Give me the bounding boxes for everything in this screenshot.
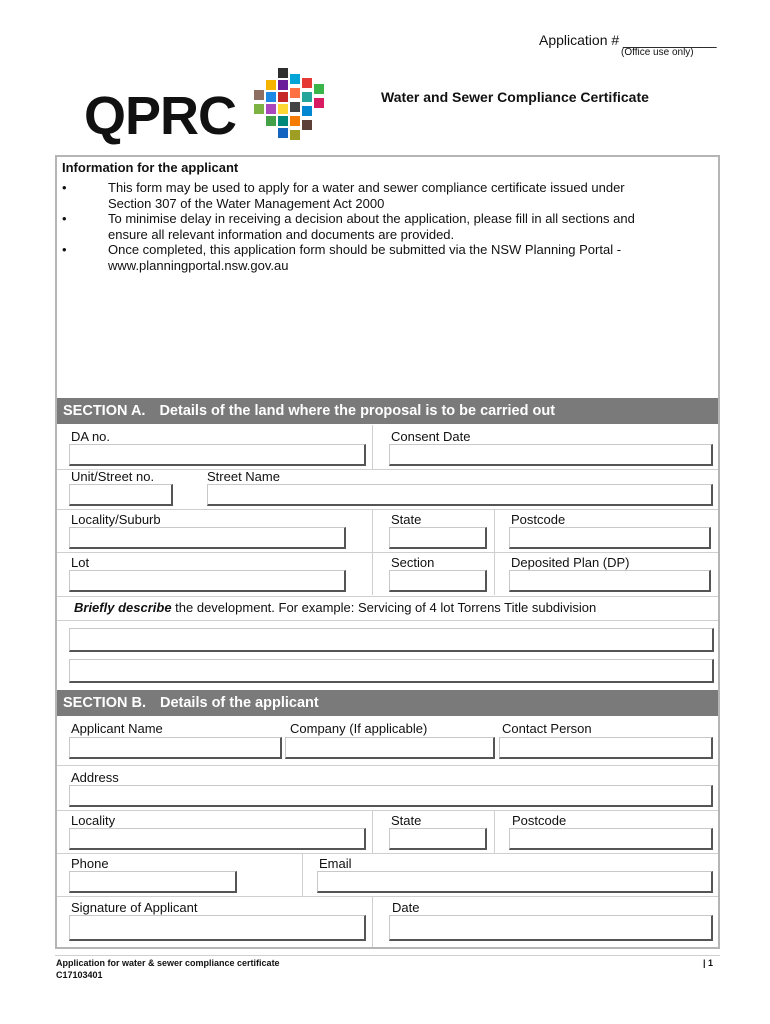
divider (372, 510, 373, 552)
page-number: | 1 (703, 958, 714, 968)
applicant-postcode-label: Postcode (512, 813, 567, 828)
divider (372, 425, 373, 469)
company-label: Company (If applicable) (290, 721, 428, 736)
email-label: Email (319, 856, 352, 871)
section-b-title: Details of the applicant (159, 695, 319, 711)
divider (494, 510, 495, 552)
da-no-input[interactable] (69, 444, 366, 466)
street-name-label: Street Name (207, 469, 280, 484)
section-a-title: Details of the land where the proposal is to be carried out (159, 403, 556, 419)
info-bullet-1-line-1: This form may be used to apply for a water and sewer compliance certificate issued under (108, 180, 625, 195)
divider (57, 853, 718, 854)
footer-form-title: Application for water & sewer compliance certificate (56, 958, 280, 968)
section-b-header (57, 690, 718, 716)
footer-form-code: C17103401 (56, 970, 103, 980)
section-b-label: SECTION B. (63, 695, 146, 711)
section-label: Section (391, 555, 435, 570)
deposited-plan-label: Deposited Plan (DP) (511, 555, 630, 570)
footer-divider (55, 955, 720, 956)
divider (372, 553, 373, 595)
development-description-line-1[interactable] (69, 628, 714, 652)
divider (494, 811, 495, 853)
section-a-label: SECTION A. (63, 403, 146, 419)
qprc-logo-text: QPRC (84, 86, 237, 146)
divider (494, 553, 495, 595)
info-bullet-1-line-2: Section 307 of the Water Management Act 2000 (108, 195, 385, 211)
office-use-note: (Office use only) (621, 47, 694, 58)
applicant-postcode-input[interactable] (509, 828, 713, 850)
unit-street-no-label: Unit/Street no. (71, 469, 155, 484)
describe-rest: the development. For example: Servicing of 4 lot Torrens Title subdivision (171, 600, 597, 615)
locality-input[interactable] (69, 828, 366, 850)
bullet-marker: • (62, 211, 67, 226)
contact-person-input[interactable] (499, 737, 713, 759)
lot-label: Lot (71, 555, 90, 570)
da-no-label: DA no. (71, 429, 111, 444)
locality-suburb-input[interactable] (69, 527, 346, 549)
divider (57, 810, 718, 811)
bullet-marker: • (62, 242, 67, 257)
street-name-input[interactable] (207, 484, 713, 506)
address-input[interactable] (69, 785, 713, 807)
unit-street-no-input[interactable] (69, 484, 173, 506)
info-bullet-3 (108, 242, 708, 273)
lot-input[interactable] (69, 570, 346, 592)
date-label: Date (392, 900, 420, 915)
state-label: State (391, 512, 422, 527)
divider (57, 765, 718, 766)
info-bullet-3-line-2: www.planningportal.nsw.gov.au (108, 257, 289, 273)
section-a-header (57, 398, 718, 424)
postcode-input[interactable] (509, 527, 711, 549)
info-heading: Information for the applicant (62, 160, 239, 175)
locality-label: Locality (71, 813, 116, 828)
date-input[interactable] (389, 915, 713, 941)
consent-date-input[interactable] (389, 444, 713, 466)
consent-date-label: Consent Date (391, 429, 471, 444)
document-title: Water and Sewer Compliance Certificate (381, 89, 649, 105)
bullet-marker: • (62, 180, 67, 195)
address-label: Address (71, 770, 119, 785)
phone-label: Phone (71, 856, 109, 871)
info-bullet-1 (108, 180, 708, 211)
describe-bold: Briefly describe (74, 600, 172, 615)
info-bullet-2 (108, 211, 708, 242)
divider (57, 896, 718, 897)
divider (57, 469, 718, 470)
contact-person-label: Contact Person (502, 721, 592, 736)
signature-input[interactable] (69, 915, 366, 941)
company-input[interactable] (285, 737, 495, 759)
locality-suburb-label: Locality/Suburb (71, 512, 161, 527)
deposited-plan-input[interactable] (509, 570, 711, 592)
divider (57, 509, 718, 510)
applicant-name-label: Applicant Name (71, 721, 163, 736)
development-description-line-2[interactable] (69, 659, 714, 683)
divider (372, 897, 373, 947)
info-bullet-2-line-2: ensure all relevant information and documents are provided. (108, 226, 455, 242)
divider (57, 596, 718, 597)
info-bullet-3-line-1: Once completed, this application form should be submitted via the NSW Planning Portal - (108, 242, 622, 257)
applicant-state-input[interactable] (389, 828, 487, 850)
applicant-name-input[interactable] (69, 737, 282, 759)
postcode-label: Postcode (511, 512, 566, 527)
divider (372, 811, 373, 853)
info-bullet-2-line-1: To minimise delay in receiving a decision about the application, please fill in all sections and (108, 211, 635, 226)
divider (57, 620, 718, 621)
state-input[interactable] (389, 527, 487, 549)
signature-label: Signature of Applicant (71, 900, 198, 915)
divider (302, 854, 303, 896)
qprc-logo-mosaic-icon (248, 66, 328, 146)
phone-input[interactable] (69, 871, 237, 893)
section-input[interactable] (389, 570, 487, 592)
describe-development-label (74, 600, 596, 615)
application-number: Application # ____________ (539, 32, 717, 48)
applicant-state-label: State (391, 813, 422, 828)
email-input[interactable] (317, 871, 713, 893)
divider (57, 552, 718, 553)
